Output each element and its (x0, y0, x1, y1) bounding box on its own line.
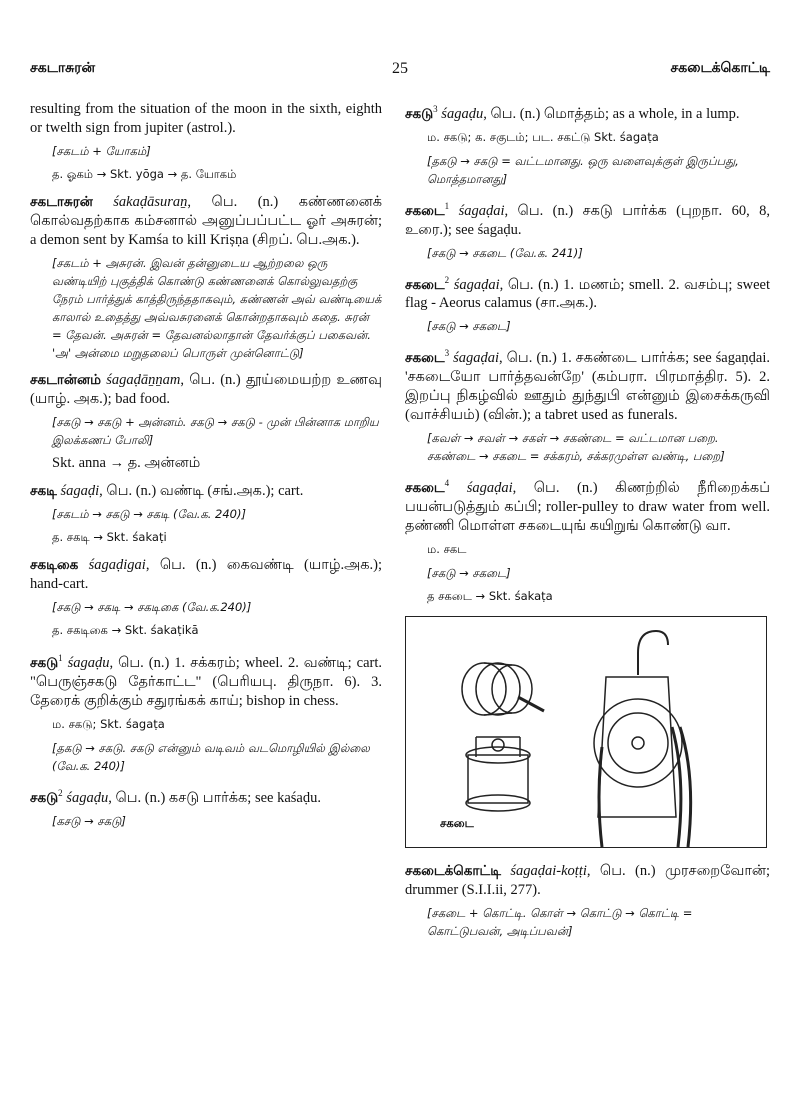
etymology: [சகடு → சகடை] (427, 319, 511, 334)
pulley-illustration (405, 616, 767, 848)
etymology: [தகடு → சகடு. சகடு என்னும் வடிவம் வடமொழியில் இல்லை (வே.க. 240)] (52, 740, 370, 773)
entry-head (30, 371, 382, 409)
entry-text: resulting from the situation of the moon in the sixth, eighth or twelth sign from jupiter (astrol.). (30, 101, 382, 136)
homonym-number: 1 (444, 200, 450, 211)
entry-sagadi (30, 482, 382, 547)
entry-head (405, 271, 770, 314)
cognates: த. சகடி → Skt. śakaṭi (52, 530, 167, 544)
transliteration: śakaḍāsuraṉ (113, 194, 188, 210)
definition: , பெ. (n.) சகடு பார்க்க (புறநா. 60, 8, உரை.); see śagaḍu. (405, 202, 770, 238)
entry-head (405, 862, 770, 900)
entry-head (30, 784, 382, 808)
headword: சகடை (405, 276, 445, 293)
headword: சகடு (405, 105, 434, 122)
right-column (405, 100, 770, 949)
definition: , பெ. (n.) வண்டி (சங்.அக.); cart. (99, 483, 304, 499)
transliteration: śagaḍai (458, 202, 505, 219)
headword: சகடு (30, 654, 59, 671)
transliteration: śagaḍai (453, 276, 500, 293)
entry-sagadai-2 (405, 271, 770, 336)
headword: சகடை (405, 202, 445, 219)
headword: சகடிகை (30, 557, 79, 573)
figure-caption: சகடை (440, 816, 474, 831)
etymology: [கசடு → சகடு] (52, 813, 126, 828)
transliteration: śagaḍu (441, 105, 484, 122)
transliteration: śagaḍai-koṭṭi (510, 863, 587, 880)
transliteration: śagaḍu (67, 654, 110, 671)
entry-head (405, 344, 770, 425)
cognates: ம. சகட (427, 542, 467, 557)
entry-sagadaikotti (405, 862, 770, 940)
homonym-number: 4 (444, 478, 450, 489)
headword: சகடாசுரன் (30, 194, 93, 210)
definition: , பெ. (n.) 1. மணம்; smell. 2. வசம்பு; sweet flag - Aeorus calamus (சா.அக.). (405, 276, 770, 312)
transliteration: śagaḍi (60, 483, 100, 499)
etymology: [தகடு → சகடு = வட்டமானது. ஒரு வளைவுக்குள் இருப்பது, மொத்தமானது] (427, 153, 739, 186)
etymology: [சகடம் → சகடு → சகடி (வே.க. 240)] (52, 507, 246, 521)
entry-head (405, 197, 770, 240)
headword: சகடு (30, 789, 59, 806)
transliteration: śagaḍai (466, 480, 513, 497)
entry-sagadai-4 (405, 474, 770, 606)
definition: , பெ. (n.) கைவண்டி (யாழ்.அக.); hand-cart. (30, 557, 382, 592)
homonym-number: 3 (444, 348, 450, 359)
headword: சகடை (405, 480, 445, 497)
headword: சகடி (30, 483, 57, 499)
cognates: Skt. anna → த. அன்னம் (52, 455, 201, 471)
definition: , பெ. (n.) கசடு பார்க்க; see kaśaḍu. (108, 789, 321, 806)
etymology: [சகடு → சகடு + அன்னம். சகடு → சகடு - முன் பின்னாக மாறிய இலக்கணப் போலி] (52, 415, 379, 447)
entry-sakadannam (30, 371, 382, 473)
etymology: [சகடம் + அசுரன். இவன் தன்னுடைய ஆற்றலை ஒரு வண்டியிற் புகுத்திக் கொண்டு கண்ணனைக் கொல்லுவதற்கு நேரம் பார்த்துக் காத்திருந்ததாகவும், கண்ணன் அவ் வண்டியைக் காலால் உதைத்து அவ்வசுரனைக் கொன்றதாகவும் கதை. சுரன் = தேவன். அசுரன் = தேவனல்லாதான் தேவர்க்குப் பகைவன். 'அ' அன்மை மறுதலைப் பொருள் முன்னொட்டு] (52, 256, 382, 360)
cognates: ம. சகடு; க. சகுடம்; பட. சகட்டு Skt. śagaṭa (427, 129, 659, 144)
etymology: [சகடை + கொட்டி. கொள் → கொட்டு → கொட்டி = கொட்டுபவன், அடிப்பவன்] (427, 906, 693, 939)
entry-continued (30, 100, 382, 184)
entry-head (30, 482, 382, 501)
cognates-sanskrit: த சகடை → Skt. śakaṭa (427, 589, 553, 604)
entry-head (405, 474, 770, 536)
etymology: [சகடு → சகடி → சகடிகை (வே.க.240)] (52, 600, 252, 614)
headword: சகடான்னம் (30, 372, 101, 388)
header-left-guideword: சகடாசுரன் (30, 60, 96, 76)
headword: சகடை (405, 350, 445, 367)
entry-head (30, 193, 382, 250)
homonym-number: 1 (58, 653, 63, 663)
cognates: த. ஓகம் → Skt. yōga → த. யோகம் (52, 167, 237, 181)
etymology: [கவள் → சவள் → சகள் → சகண்டை = வட்டமான பறை. சகண்டை → சகடை = சக்கரம், சக்கரமுள்ள வண்டி, பறை] (427, 431, 725, 464)
page-header (30, 60, 770, 82)
homonym-number: 3 (433, 104, 438, 114)
definition: , பெ. (n.) மொத்தம்; as a whole, in a lump. (483, 105, 740, 122)
definition: , பெ. (n.) கண்ணனைக் கொல்வதற்காக கம்சனால் அனுப்பப்பட்ட ஓர் அசுரன்; a demon sent by Kamśa to kill Krișṇa (சிறப். பெ.அக.). (30, 194, 382, 248)
entry-head (30, 649, 382, 711)
entry-sagadu-3 (405, 100, 770, 188)
definition: , பெ. (n.) கிணற்றில் நீரிறைக்கப் பயன்படுத்தும் கப்பி; roller-pulley to draw water from well. தண்ணி மொள்ள சகடையுங் கயிறுங் கொண்டு வா. (405, 480, 770, 535)
transliteration: śagaḍāṉṉam (106, 372, 181, 388)
transliteration: śagaḍai (453, 350, 500, 367)
etymology: [சகடம் + யோகம்] (52, 144, 151, 158)
entry-sakadasuran (30, 193, 382, 362)
etymology: [சகடு → சகடை (வே.க. 241)] (427, 245, 583, 260)
definition: , பெ. (n.) முரசறைவோன்; drummer (S.I.I.ii, 277). (405, 863, 771, 899)
homonym-number: 2 (444, 274, 450, 285)
cognates: த. சகடிகை → Skt. śakaṭikā (52, 623, 199, 637)
entry-head (405, 100, 770, 124)
entry-sagadu-1 (30, 649, 382, 775)
headword: சகடைக்கொட்டி (405, 863, 501, 880)
definition: , பெ. (n.) 1. சகண்டை பார்க்க; see śagaṇḍai. 'சகடையோ பார்த்தவன்றே' (கம்பரா. பிரமாத்திர. 5). 2. இறப்பு நிகழ்வில் ஊதும் துந்துபி என்னும் இசைக்கருவி (வாச்சியம்) (வின்.); a tabret used as funerals. (405, 350, 771, 424)
definition: , பெ. (n.) 1. சக்கரம்; wheel. 2. வண்டி; cart. "பெருஞ்சகடு தேர்காட்ட" (பெரியபு. திருநா. 6). 3. தேரைக் குறிக்கும் சதுரங்கக் காய்; bishop in chess. (30, 654, 382, 709)
transliteration: śagaḍigai (88, 557, 146, 573)
header-right-guideword: சகடைக்கொட்டி (670, 60, 770, 76)
transliteration: śagaḍu (66, 789, 109, 806)
entry-head (30, 556, 382, 594)
definition: , பெ. (n.) தூய்மையற்ற உணவு (யாழ். அக.); bad food. (30, 372, 382, 407)
entry-sagadu-2 (30, 784, 382, 830)
homonym-number: 2 (58, 787, 63, 798)
left-column (30, 100, 382, 839)
pulley-drawing (406, 617, 766, 847)
etymology: [சகடு → சகடை] (427, 566, 511, 581)
cognates: ம. சகடு; Skt. śagaṭa (52, 716, 165, 731)
entry-sagadai-1 (405, 197, 770, 262)
page-number: 25 (392, 60, 408, 77)
entry-sagadigai (30, 556, 382, 640)
entry-sagadai-3 (405, 344, 770, 465)
